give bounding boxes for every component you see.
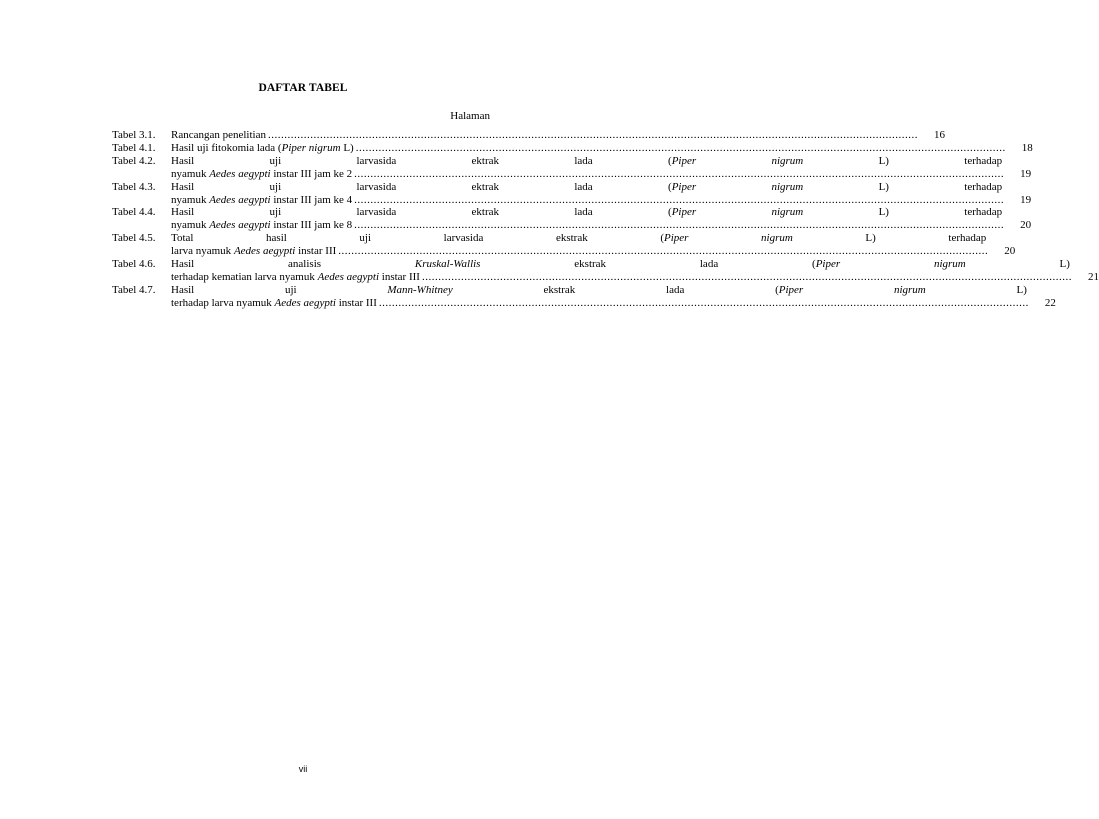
entry-title-line: nyamuk Aedes aegypti instar III jam ke 4 ........................................................................................................................................................................................................ 19 (171, 193, 1032, 206)
entry-title-line: Rancangan penelitian ........................................................................................................................................................................................................ 16 (171, 129, 945, 141)
entry-title-line: Total hasil uji larvasida ekstrak (Piper nigrum L) terhadap (171, 232, 987, 245)
entry-label: Tabel 4.7. (112, 283, 156, 296)
table-list-entry[interactable] (112, 232, 1016, 258)
page-title: DAFTAR TABEL (258, 82, 348, 94)
dot-leader: ........................................................................................................................................................................................................ (354, 167, 1005, 180)
dot-leader: ........................................................................................................................................................................................................ (421, 270, 1072, 283)
entry-page-number: 20 (1004, 245, 1016, 258)
entry-page-number: 18 (1021, 141, 1033, 154)
entry-label: Tabel 4.1. (112, 141, 156, 154)
entry-label: Tabel 4.4. (112, 206, 156, 219)
entry-page-number: 19 (1020, 167, 1032, 180)
table-list-entry[interactable] (112, 180, 1032, 207)
entry-page-number: 19 (1020, 193, 1032, 206)
entry-title-line: Hasil uji Mann-Whitney ekstrak lada (Piper nigrum L) (171, 283, 1027, 296)
entry-label: Tabel 4.5. (112, 232, 156, 245)
dot-leader: ........................................................................................................................................................................................................ (338, 245, 989, 258)
page-number-footer: vii (298, 764, 308, 774)
entry-page-number: 21 (1087, 270, 1099, 283)
entry-title-line: nyamuk Aedes aegypti instar III jam ke 8 ........................................................................................................................................................................................................ 20 (171, 219, 1032, 232)
table-list-entry[interactable] (112, 283, 1056, 310)
table-list (112, 129, 1099, 310)
entry-title-line: Hasil uji larvasida ektrak lada (Piper nigrum L) terhadap (171, 206, 1003, 219)
entry-title-line: terhadap kematian larva nyamuk Aedes aegypti instar III ........................................................................................................................................................................................................ 21 (171, 270, 1099, 283)
entry-title-line: Hasil uji larvasida ektrak lada (Piper nigrum L) terhadap (171, 180, 1003, 193)
dot-leader: ........................................................................................................................................................................................................ (378, 296, 1029, 309)
table-list-entry[interactable] (112, 154, 1032, 181)
entry-page-number: 16 (934, 129, 945, 141)
table-list-entry[interactable] (112, 129, 945, 142)
entry-label: Tabel 4.2. (112, 154, 156, 167)
dot-leader: ........................................................................................................................................................................................................ (355, 141, 1006, 154)
entry-title-line: terhadap larva nyamuk Aedes aegypti instar III ........................................................................................................................................................................................................ 22 (171, 296, 1056, 309)
dot-leader: ........................................................................................................................................................................................................ (354, 193, 1005, 206)
entry-label: Tabel 4.3. (112, 180, 156, 193)
entry-title-line: nyamuk Aedes aegypti instar III jam ke 2 ........................................................................................................................................................................................................ 19 (171, 167, 1032, 180)
page-column-header: Halaman (450, 110, 490, 122)
table-list-entry[interactable] (112, 141, 1033, 155)
dot-leader: ........................................................................................................................................................................................................ (268, 129, 918, 141)
entry-label: Tabel 4.6. (112, 258, 156, 271)
entry-page-number: 20 (1020, 219, 1032, 232)
entry-title-line: larva nyamuk Aedes aegypti instar III ........................................................................................................................................................................................................ 20 (171, 245, 1016, 258)
table-list-entry[interactable] (112, 206, 1032, 232)
entry-title-line: Hasil uji fitokomia lada (Piper nigrum L) ........................................................................................................................................................................................................ 18 (171, 141, 1033, 154)
table-list-entry[interactable] (112, 258, 1099, 284)
entry-title-line: Hasil analisis Kruskal-Wallis ekstrak lada (Piper nigrum L) (171, 258, 1070, 271)
entry-label: Tabel 3.1. (112, 129, 156, 141)
dot-leader: ........................................................................................................................................................................................................ (354, 219, 1005, 232)
entry-page-number: 22 (1044, 296, 1056, 309)
entry-title-line: Hasil uji larvasida ektrak lada (Piper nigrum L) terhadap (171, 154, 1003, 167)
